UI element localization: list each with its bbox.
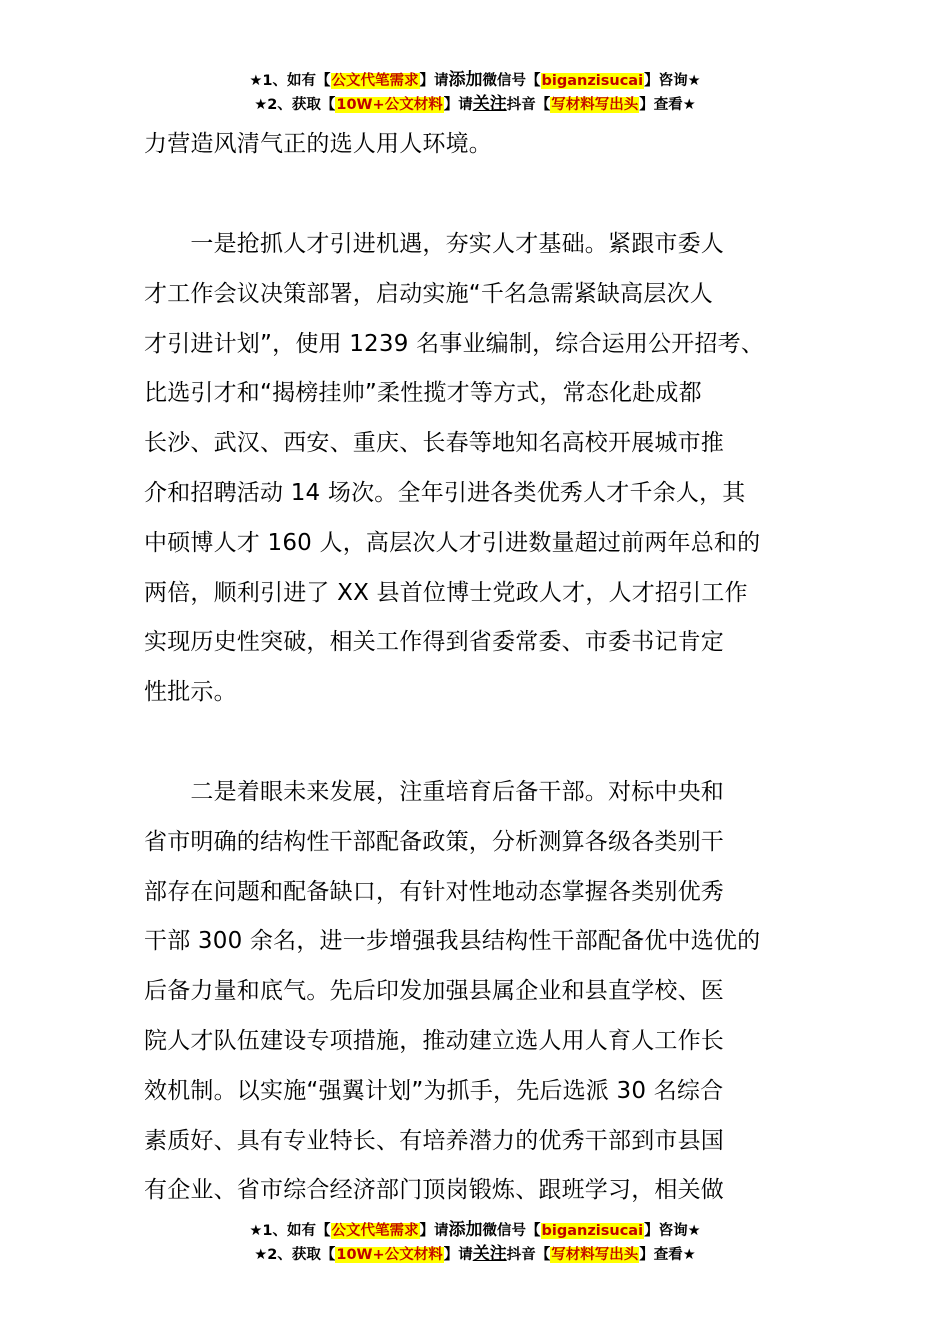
banner-text: ★2、获取【 xyxy=(254,97,336,113)
paragraph-line: 效机制。以实施“强翼计划”为抓手，先后选派 30 名综合 xyxy=(144,1077,724,1104)
paragraph-line: 中硕博人才 160 人，高层次人才引进数量超过前两年总和的 xyxy=(144,529,761,556)
banner-text: 】请 xyxy=(443,97,473,113)
paragraph-reserve-cadres xyxy=(144,768,814,1216)
banner-text: ★1、如有【 xyxy=(249,1223,331,1239)
douyin-tag: 写材料写出头 xyxy=(551,97,639,113)
highlight-tag: 10W+公文材料 xyxy=(336,97,443,113)
emphasis-text: 添加 xyxy=(448,1220,483,1240)
paragraph-line: 性批示。 xyxy=(144,679,237,706)
banner-line-2 xyxy=(0,1242,950,1266)
emphasis-text: 添加 xyxy=(448,70,483,90)
banner-text: ★1、如有【 xyxy=(249,73,331,89)
highlight-tag: 10W+公文材料 xyxy=(336,1247,443,1263)
paragraph-line: 省市明确的结构性干部配备政策，分析测算各级各类别干 xyxy=(144,828,724,855)
footer-banner xyxy=(0,1218,950,1266)
paragraph-line: 一是抢抓人才引进机遇，夯实人才基础。紧跟市委人 xyxy=(144,231,724,257)
header-banner xyxy=(0,68,950,116)
banner-text: 】咨询★ xyxy=(644,73,701,89)
paragraph-talent-introduction xyxy=(144,220,814,718)
paragraph-line: 才工作会议决策部署，启动实施“千名急需紧缺高层次人 xyxy=(144,280,713,307)
banner-text: 】请 xyxy=(443,1247,473,1263)
paragraph-line: 院人才队伍建设专项措施，推动建立选人用人育人工作长 xyxy=(144,1027,724,1054)
banner-text: 】查看★ xyxy=(639,1247,696,1263)
emphasis-text: 关注 xyxy=(472,94,507,114)
paragraph-line: 素质好、具有专业特长、有培养潜力的优秀干部到市县国 xyxy=(144,1127,724,1154)
banner-text: 抖音【 xyxy=(506,97,551,113)
banner-text: 】请 xyxy=(419,1223,449,1239)
emphasis-text: 关注 xyxy=(472,1244,507,1264)
banner-text: 抖音【 xyxy=(506,1247,551,1263)
banner-text: 】查看★ xyxy=(639,97,696,113)
highlight-tag: 公文代笔需求 xyxy=(331,73,419,89)
document-body xyxy=(144,120,814,170)
paragraph-line: 才引进计划”，使用 1239 名事业编制，综合运用公开招考、 xyxy=(144,330,765,357)
paragraph-line: 实现历史性突破，相关工作得到省委常委、市委书记肯定 xyxy=(144,629,724,656)
banner-text: 微信号【 xyxy=(482,1223,541,1239)
banner-text: 微信号【 xyxy=(482,73,541,89)
paragraph-line: 力营造风清气正的选人用人环境。 xyxy=(144,131,492,157)
paragraph-line: 部存在问题和配备缺口，有针对性地动态掌握各类别优秀 xyxy=(144,878,724,905)
highlight-tag: 公文代笔需求 xyxy=(331,1223,419,1239)
paragraph-line: 长沙、武汉、西安、重庆、长春等地知名高校开展城市推 xyxy=(144,430,724,457)
wechat-id-tag: biganzisucai xyxy=(541,73,644,89)
douyin-tag: 写材料写出头 xyxy=(551,1247,639,1263)
banner-text: ★2、获取【 xyxy=(254,1247,336,1263)
paragraph-line: 两倍，顺利引进了 XX 县首位博士党政人才，人才招引工作 xyxy=(144,579,748,606)
banner-text: 】请 xyxy=(419,73,449,89)
banner-line-2 xyxy=(0,92,950,116)
banner-text: 】咨询★ xyxy=(644,1223,701,1239)
paragraph-line: 有企业、省市综合经济部门顶岗锻炼、跟班学习，相关做 xyxy=(144,1177,724,1204)
paragraph-line: 干部 300 余名，进一步增强我县结构性干部配备优中选优的 xyxy=(144,928,761,955)
wechat-id-tag: biganzisucai xyxy=(541,1223,644,1239)
paragraph-line: 二是着眼未来发展，注重培育后备干部。对标中央和 xyxy=(144,779,724,805)
paragraph-line: 比选引才和“揭榜挂帅”柔性揽才等方式，常态化赴成都 xyxy=(144,380,702,407)
paragraph-line: 介和招聘活动 14 场次。全年引进各类优秀人才千余人，其 xyxy=(144,479,746,506)
paragraph-line: 后备力量和底气。先后印发加强县属企业和县直学校、医 xyxy=(144,978,724,1005)
banner-line-1 xyxy=(0,1218,950,1242)
banner-line-1 xyxy=(0,68,950,92)
